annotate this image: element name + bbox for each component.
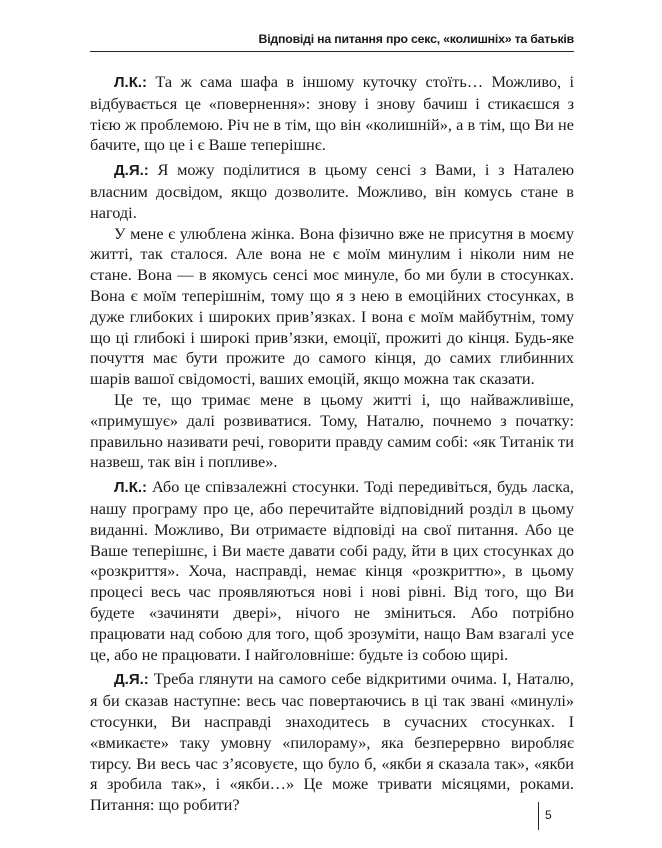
paragraph-5 bbox=[90, 477, 574, 665]
paragraph-2 bbox=[90, 160, 574, 223]
paragraph-text: Та ж сама шафа в іншому куточку стоїть… Можливо, і відбувається це «повернення»: знову і знову бачиш і стикаєшся з тією ж проблемою. Річ не в тім, що він «колишній», а в тім, що Ви не бачите, що це і є Ваше теперішнє. bbox=[90, 72, 574, 155]
speaker-label: Л.К.: bbox=[114, 74, 148, 91]
page-number: 5 bbox=[545, 808, 552, 822]
speaker-label: Л.К.: bbox=[114, 479, 148, 497]
paragraph-text: Я можу поділитися в цьому сенсі з Вами, і з Наталею власним досвідом, якщо дозволите. Можливо, він комусь стане в нагоді. bbox=[90, 160, 574, 222]
paragraph-3 bbox=[90, 224, 574, 390]
paragraph-text: Або це співзалежні стосунки. Тоді передивіться, будь ласка, нашу програму про це, або перечитайте відповідний розділ в цьому виданні. Можливо, Ви отримаєте відповіді на свої питання. Або це Ваше теперішнє, і Ви маєте давати собі раду, йти в цих стосунках до «розкриття». Хоча, насправді, немає кінця «розкриттю», в цьому процесі весь час проявляються нові і нові рівні. Від того, що Ви будете «зачиняти двері», нічого не зміниться. Або потрібно працювати над собою для того, щоб зрозуміти, нащо Вам взагалі усе це, або не працювати. І найголовніше: будьте із собою щирі. bbox=[90, 477, 574, 664]
speaker-label: Д.Я.: bbox=[114, 671, 149, 689]
paragraph-text: У мене є улюблена жінка. Вона фізично вже не присутня в моєму житті, так сталося. Але вона не є моїм минулим і ніколи ним не стане. Вона — в якомусь сенсі моє минуле, бо ми були в стосунках. Вона є моїм теперішнім, тому що я з нею в емоційних стосунках, в дуже глибоких і широких прив’язках. І вона є моїм майбутнім, тому що ці глибокі і широкі прив’язки, емоції, прожиті до кінця. Будь-яке почуття має бути прожите до самого кінця, до самих глибинних шарів вашої свідомості, ваших емоцій, якщо можна так сказати. bbox=[90, 223, 574, 389]
paragraph-text: Треба глянути на самого себе відкритими очима. І, Наталю, я би сказав наступне: весь час повертаючись в ці так звані «минулі» стосунки, Ви насправді знаходитесь в сучасних стосунках. І «вмикаєте» таку умовну «пилораму», яка безперервно виробляє тирсу. Ви весь час з’ясовуєте, що було б, «якби я сказала так», «якби я зробила так», і «якби…» Це може тривати місяцями, роками. Питання: що робити? bbox=[90, 669, 574, 815]
paragraph-text: Це те, що тримає мене в цьому житті і, що найважливіше, «примушує» далі розвиватися. Тому, Наталю, почнемо з початку: правильно називати речі, говорити правду самим собі: «як Титанік ти назвеш, так він і попливе». bbox=[90, 389, 574, 472]
paragraph-4 bbox=[90, 390, 574, 473]
body-text bbox=[90, 68, 574, 816]
running-header: Відповіді на питання про секс, «колишніх» та батьків bbox=[90, 32, 574, 52]
speaker-label: Д.Я.: bbox=[114, 162, 149, 180]
footer-rule bbox=[538, 802, 539, 830]
paragraph-6 bbox=[90, 669, 574, 816]
paragraph-1 bbox=[90, 72, 574, 156]
